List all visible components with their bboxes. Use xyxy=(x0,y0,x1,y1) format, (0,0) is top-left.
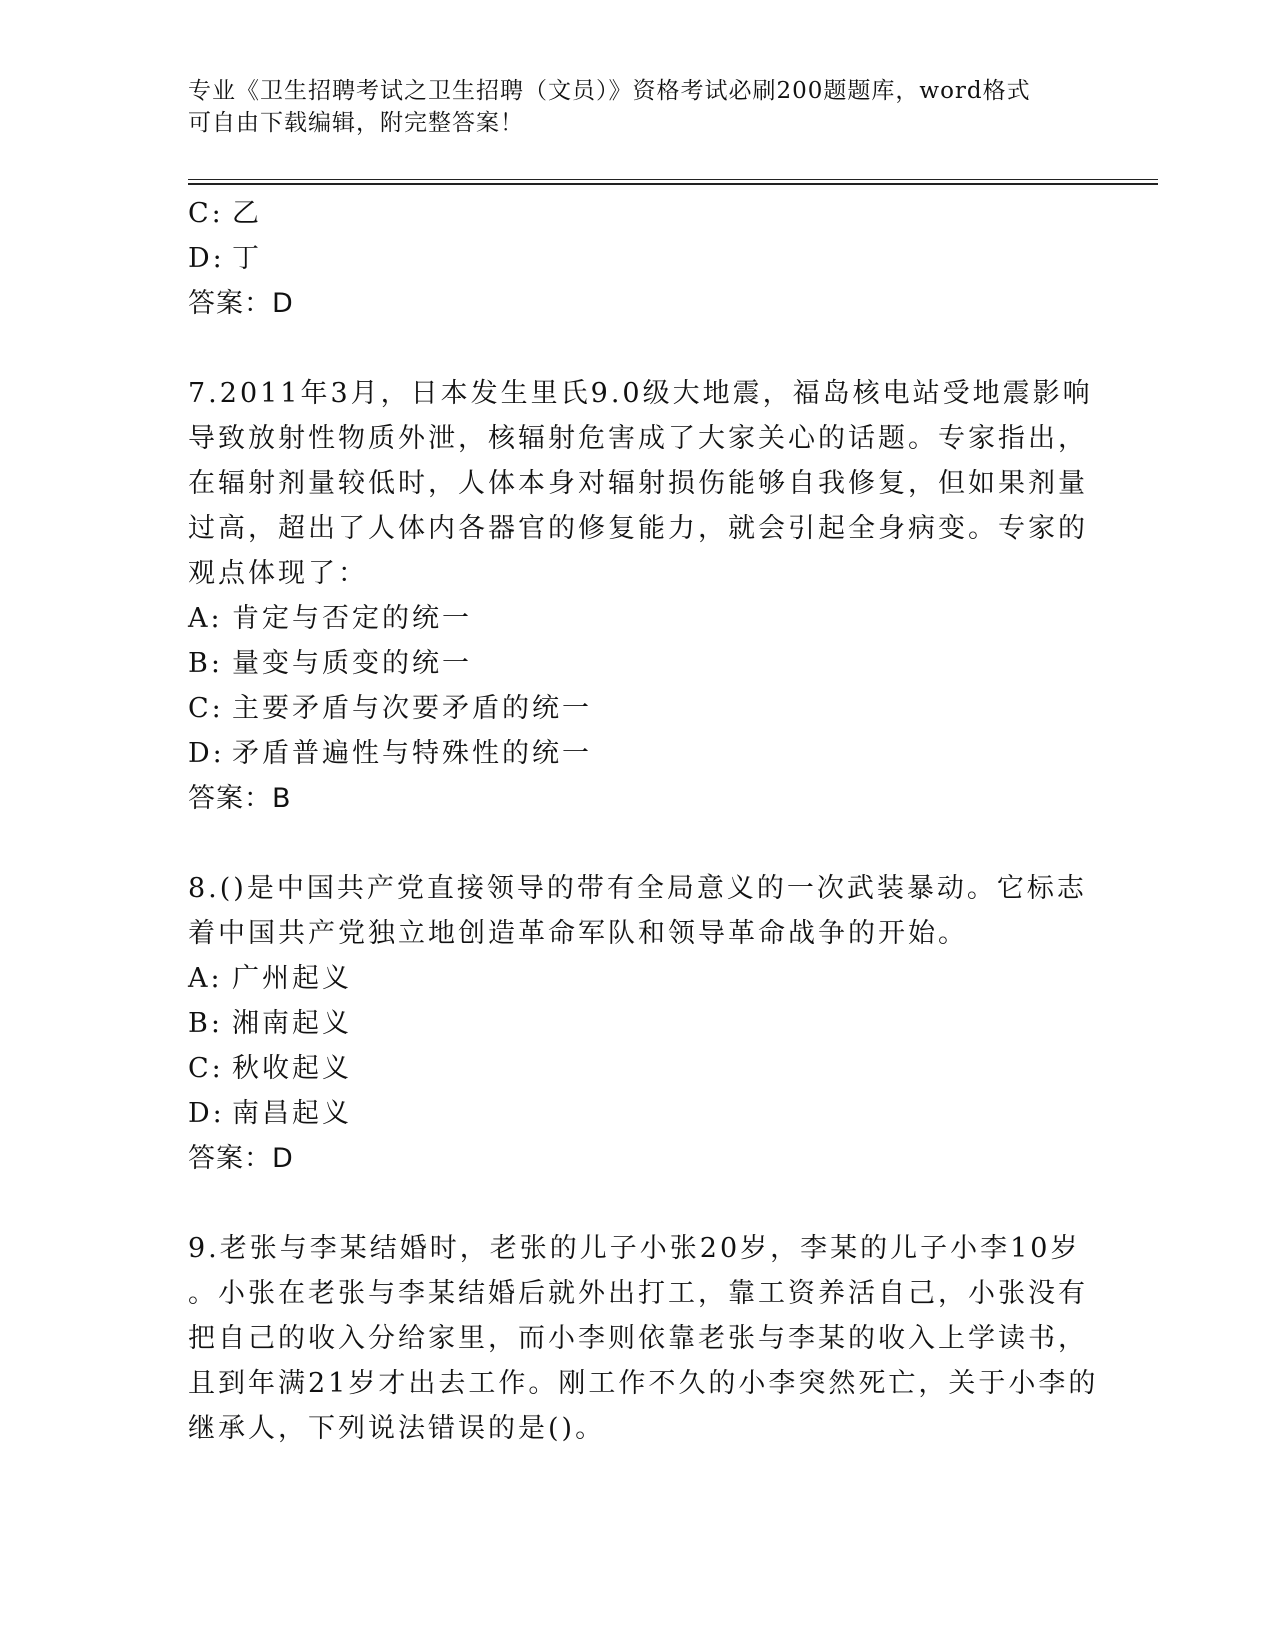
question-6-tail xyxy=(188,191,1088,326)
option-a: A: 肯定与否定的统一 xyxy=(188,603,472,634)
question-text-line: 着中国共产党独立地创造革命军队和领导革命战争的开始。 xyxy=(188,918,968,949)
option-b: B: 湘南起义 xyxy=(188,1008,352,1039)
question-text-line: 把自己的收入分给家里，而小李则依靠老张与李某的收入上学读书， xyxy=(188,1323,1088,1354)
question-9 xyxy=(188,1226,1099,1451)
option-a: A: 广州起义 xyxy=(188,963,352,994)
question-text-line: 7.2011年3月，日本发生里氏9.0级大地震，福岛核电站受地震影响 xyxy=(188,378,1093,409)
answer: 答案：D xyxy=(188,288,294,319)
answer: 答案：B xyxy=(188,783,292,814)
option-b: B: 量变与质变的统一 xyxy=(188,648,472,679)
header-line-1: 专业《卫生招聘考试之卫生招聘（文员）》资格考试必刷200题题库，word格式 xyxy=(188,78,1031,104)
answer: 答案：D xyxy=(188,1143,294,1174)
header-line-2: 可自由下载编辑，附完整答案！ xyxy=(188,110,524,136)
option-d: D: 丁 xyxy=(188,243,262,274)
option-c: C: 秋收起义 xyxy=(188,1053,352,1084)
question-text-line: 观点体现了： xyxy=(188,558,368,589)
question-text-line: 。小张在老张与李某结婚后就外出打工，靠工资养活自己，小张没有 xyxy=(188,1278,1088,1309)
option-c: C: 乙 xyxy=(188,198,262,229)
header-rule-thick xyxy=(188,183,1158,185)
question-text-line: 继承人，下列说法错误的是()。 xyxy=(188,1413,606,1444)
page-header xyxy=(188,75,1088,139)
question-text-line: 过高，超出了人体内各器官的修复能力，就会引起全身病变。专家的 xyxy=(188,513,1088,544)
option-c: C: 主要矛盾与次要矛盾的统一 xyxy=(188,693,592,724)
question-text-line: 在辐射剂量较低时，人体本身对辐射损伤能够自我修复，但如果剂量 xyxy=(188,468,1088,499)
question-text-line: 导致放射性物质外泄，核辐射危害成了大家关心的话题。专家指出， xyxy=(188,423,1088,454)
question-7 xyxy=(188,371,1093,821)
question-8 xyxy=(188,866,1088,1181)
question-text-line: 8.()是中国共产党直接领导的带有全局意义的一次武装暴动。它标志 xyxy=(188,873,1087,904)
option-d: D: 南昌起义 xyxy=(188,1098,352,1129)
question-list xyxy=(188,191,1099,1451)
header-rule-thin xyxy=(188,179,1158,180)
question-text-line: 且到年满21岁才出去工作。刚工作不久的小李突然死亡，关于小李的 xyxy=(188,1368,1099,1399)
option-d: D: 矛盾普遍性与特殊性的统一 xyxy=(188,738,592,769)
question-text-line: 9.老张与李某结婚时，老张的儿子小张20岁，李某的儿子小李10岁 xyxy=(188,1233,1081,1264)
